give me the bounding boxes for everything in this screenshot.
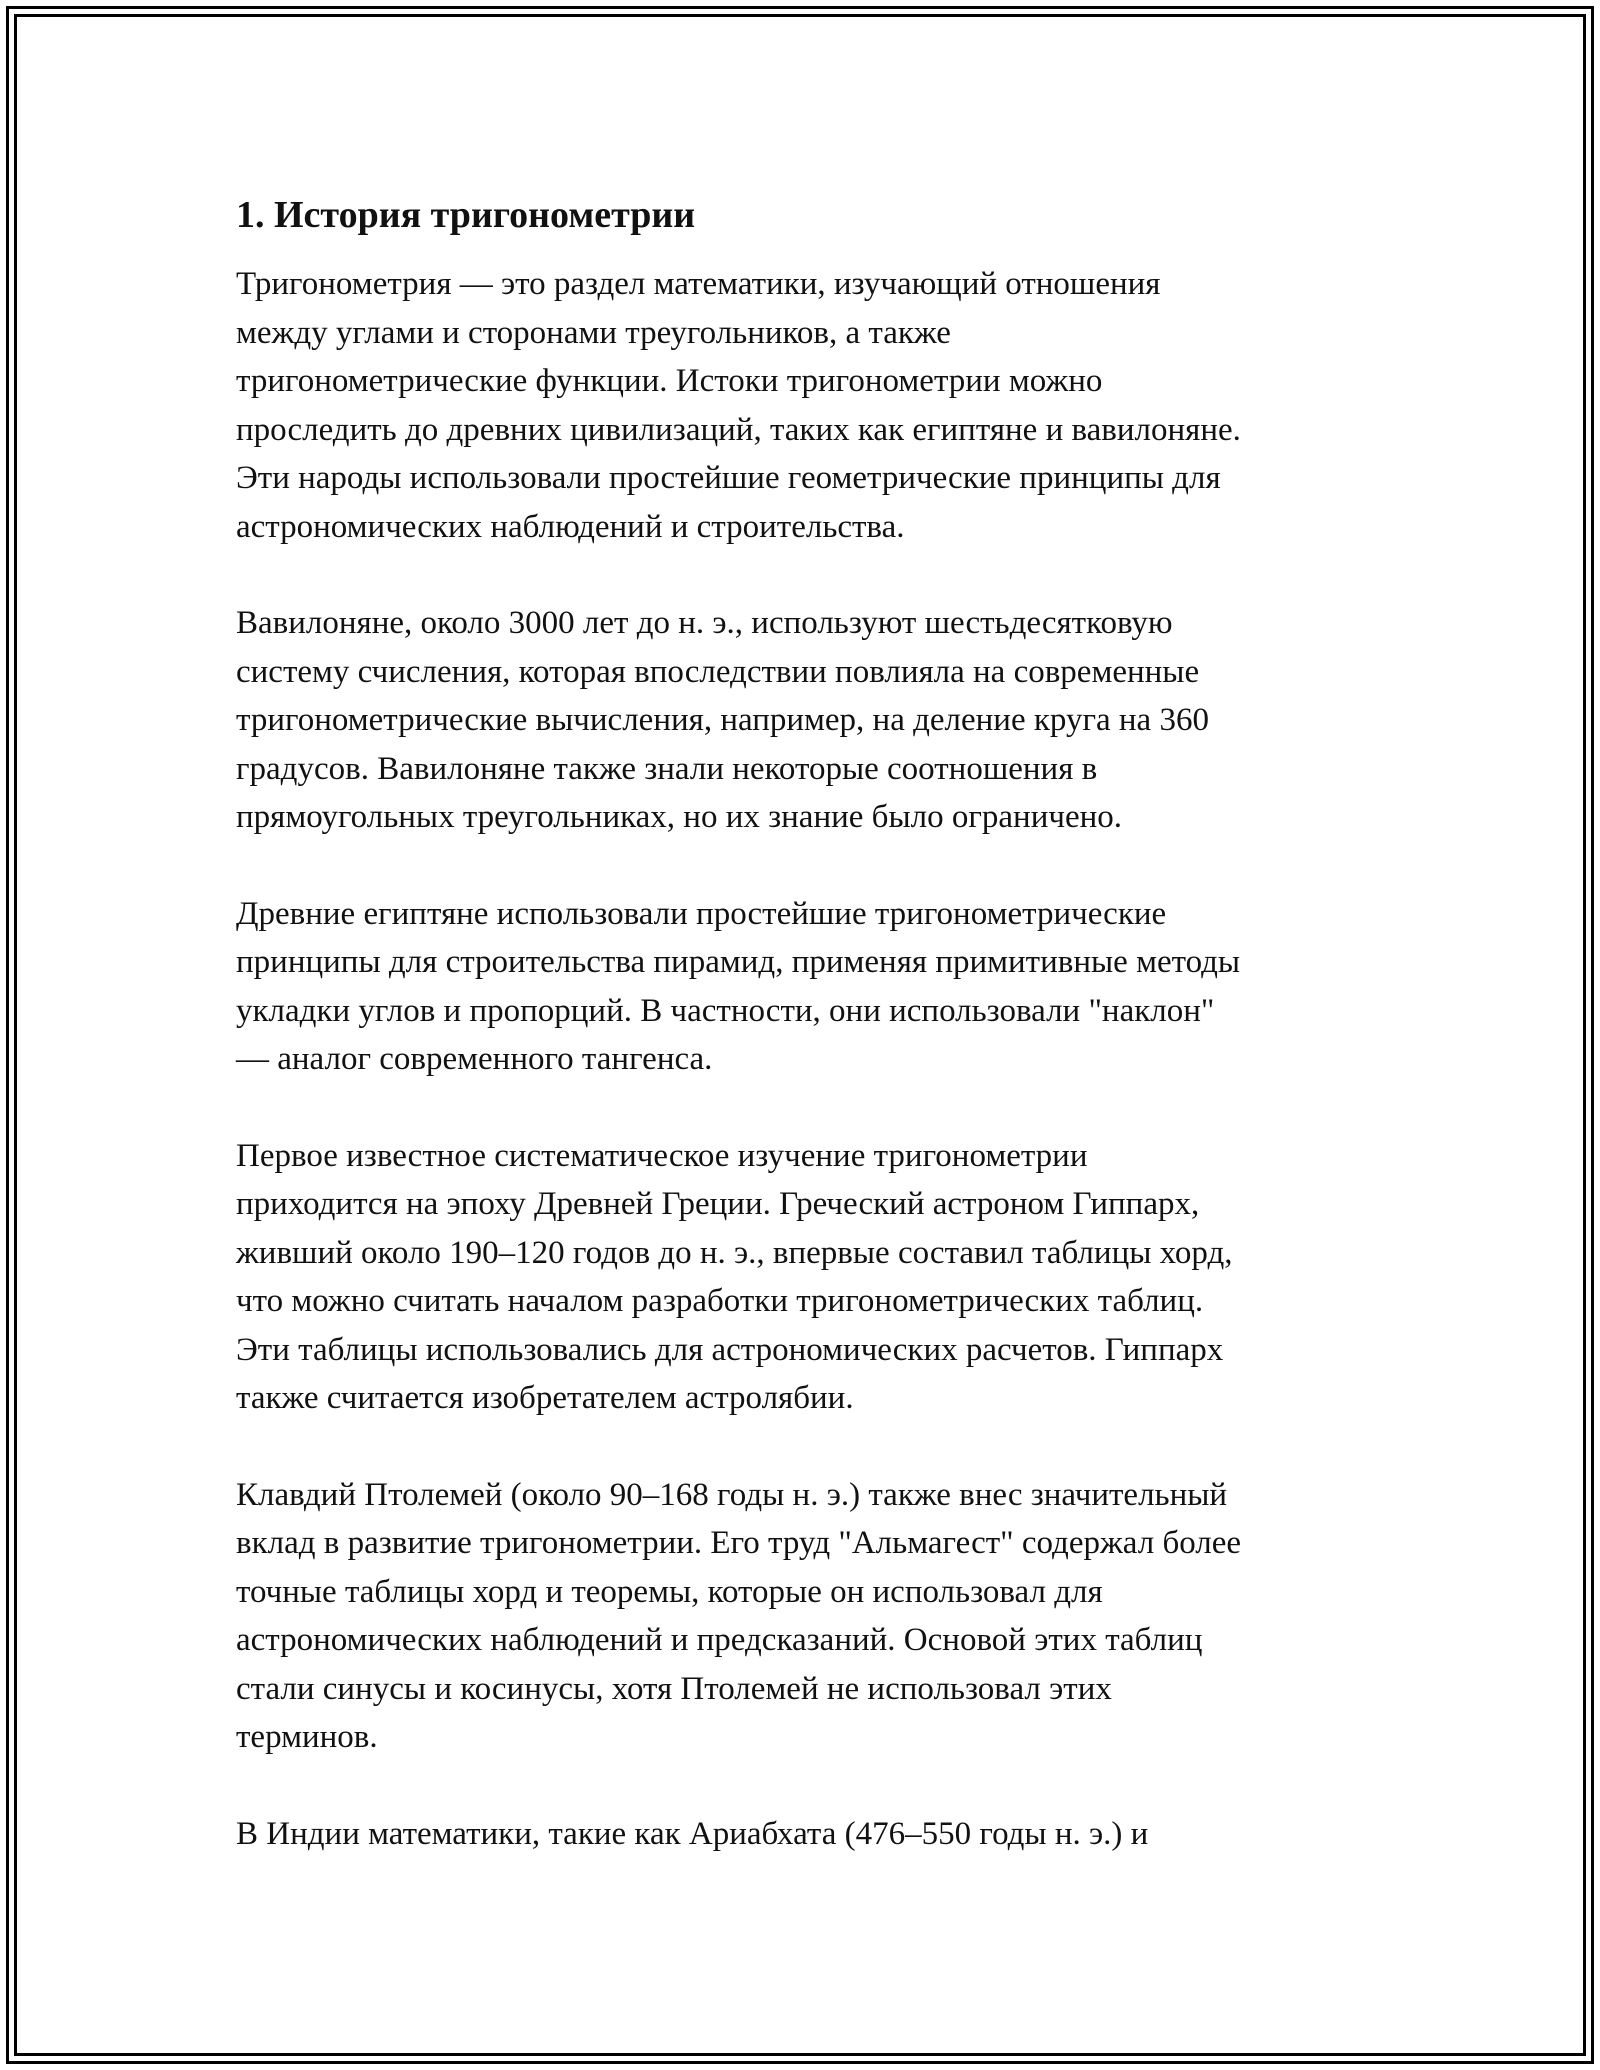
text-line: — аналог современного тангенса. — [236, 1041, 713, 1077]
text-line: Вавилоняне, около 3000 лет до н. э., используют шестьдесятковую — [236, 605, 1173, 641]
text-line: живший около 190–120 годов до н. э., впервые составил таблицы хорд, — [236, 1234, 1233, 1271]
text-line: укладки углов и пропорций. В частности, они использовали "наклон" — [236, 992, 1215, 1029]
paragraph — [236, 1471, 1366, 1762]
text-line: приходится на эпоху Древней Греции. Греческий астроном Гиппарх, — [236, 1186, 1200, 1222]
text-line: тригонометрические функции. Истоки тригонометрии можно — [236, 363, 1103, 399]
text-line: между углами и сторонами треугольников, а также — [236, 314, 951, 351]
text-line: проследить до древних цивилизаций, таких как египтяне и вавилоняне. — [236, 411, 1241, 448]
text-line: прямоугольных треугольниках, но их знание было ограничено. — [236, 799, 1123, 835]
text-line: градусов. Вавилоняне также знали некоторые соотношения в — [236, 750, 1098, 787]
text-line: что можно считать началом разработки тригонометрических таблиц. — [236, 1283, 1204, 1319]
text-line: стали синусы и косинусы, хотя Птолемей не использовал этих — [236, 1670, 1112, 1707]
text-line: астрономических наблюдений и строительства. — [236, 508, 905, 545]
text-line: также считается изобретателем астролябии. — [236, 1380, 854, 1416]
text-line: тригонометрические вычисления, например, на деление круга на 360 — [236, 702, 1209, 738]
text-line: Древние египтяне использовали простейшие тригонометрические — [236, 895, 1167, 932]
text-line: Клавдий Птолемей (около 90–168 годы н. э.) также внес значительный — [236, 1476, 1228, 1513]
paragraph — [236, 599, 1366, 842]
text-line: Эти таблицы использовались для астрономических расчетов. Гиппарх — [236, 1331, 1224, 1368]
section-heading: 1. История тригонометрии — [236, 194, 696, 236]
text-line: вклад в развитие тригонометрии. Его труд "Альмагест" содержал более — [236, 1525, 1242, 1561]
text-line: астрономических наблюдений и предсказаний. Основой этих таблиц — [236, 1622, 1203, 1658]
text-line: В Индии математики, такие как Ариабхата (476–550 годы н. э.) и — [236, 1815, 1149, 1852]
paragraph — [236, 1132, 1366, 1423]
document-body — [236, 190, 1366, 1906]
paragraph — [236, 260, 1366, 551]
text-line: систему счисления, которая впоследствии повлияла на современные — [236, 653, 1200, 690]
text-line: Первое известное систематическое изучение тригонометрии — [236, 1137, 1088, 1174]
paragraph — [236, 1810, 1366, 1859]
text-line: терминов. — [236, 1719, 378, 1755]
text-line: Тригонометрия — это раздел математики, изучающий отношения — [236, 266, 1161, 302]
text-line: точные таблицы хорд и теоремы, которые он использовал для — [236, 1573, 1103, 1610]
paragraph — [236, 890, 1366, 1084]
text-line: Эти народы использовали простейшие геометрические принципы для — [236, 460, 1221, 496]
text-line: принципы для строительства пирамид, применяя примитивные методы — [236, 944, 1241, 980]
